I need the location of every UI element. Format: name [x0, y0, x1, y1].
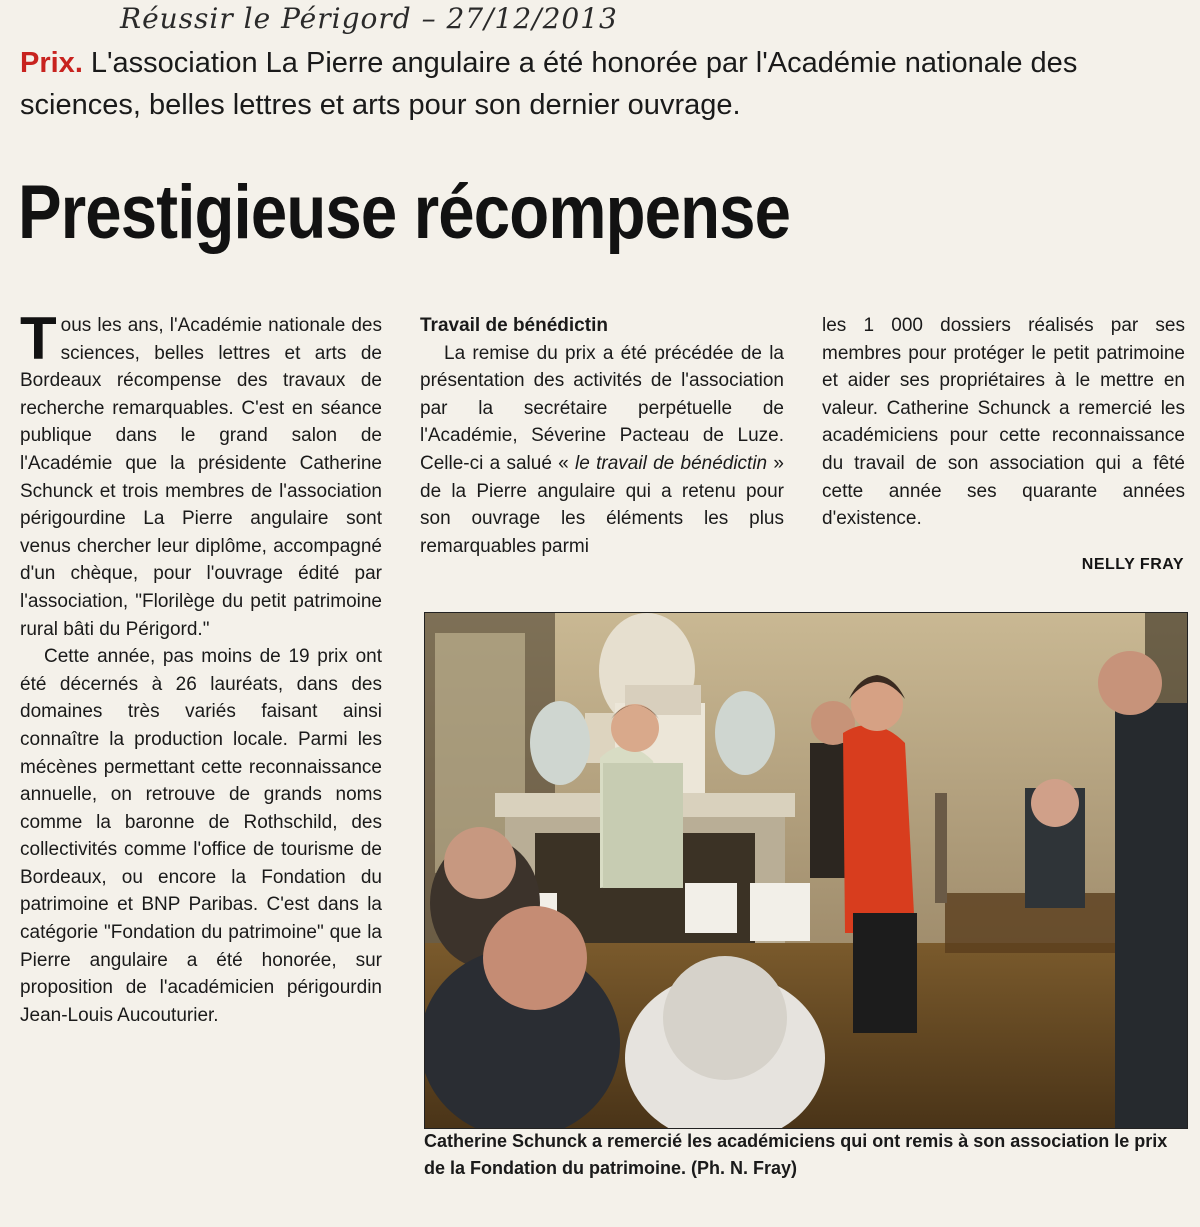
- column2-paragraph-1: [420, 340, 784, 561]
- article-column-1: [20, 305, 382, 1029]
- photo-caption: Catherine Schunck a remercié les académiciens qui ont remis à son association le prix de la Fondation du patrimoine. (Ph. N. Fray): [424, 1131, 1168, 1178]
- photo-illustration: [425, 613, 1187, 1128]
- article-column-3: [822, 312, 1185, 533]
- column3-paragraph-1: les 1 000 dossiers réalisés par ses membres pour protéger le petit patrimoine et aider ses propriétaires à le mettre en valeur. Catherine Schunck a remercié les académiciens pour cette reconnaissance du travail de son association qui a fêté cette année ses quarante années d'existence.: [822, 315, 1185, 530]
- headline: Prestigieuse récompense: [18, 170, 791, 255]
- kicker-label: Prix.: [20, 47, 83, 79]
- handwritten-source-note: Réussir le Périgord – 27/12/2013: [120, 2, 618, 35]
- article-column-2: [420, 312, 784, 560]
- column2-quote: le travail de bénédictin: [575, 452, 768, 474]
- kicker: [20, 42, 1185, 126]
- column1-paragraph-2: Cette année, pas moins de 19 prix ont été décernés à 26 lauréats, dans des domaines très variés faisant ainsi connaître la production locale. Parmi les mécènes permettant cette reconnaissance annuelle, on retrouve de grands noms comme la baronne de Rothschild, des collectivités comme l'office de tourisme de Bordeaux, ou encore la Fondation du patrimoine et BNP Paribas. C'est dans la catégorie "Fondation du patrimoine" que la Pierre angulaire a été honorée, sur proposition de l'académicien périgourdin Jean-Louis Aucouturier.: [20, 646, 382, 1026]
- column1-paragraph-1: [20, 305, 382, 643]
- article-photo: [424, 612, 1188, 1129]
- byline: NELLY FRAY: [1081, 556, 1184, 573]
- column1-paragraph-1-text: ous les ans, l'Académie nationale des sciences, belles lettres et arts de Bordeaux récompense des travaux de recherche remarquables. C'est en séance publique dans le grand salon de l'Académie que la présidente Catherine Schunck et trois membres de l'association périgourdine La Pierre angulaire sont venus chercher leur diplôme, accompagné d'un chèque, pour l'ouvrage édité par l'association, "Florilège du petit patrimoine rural bâti du Périgord.": [20, 315, 382, 640]
- subheading: Travail de bénédictin: [420, 315, 608, 336]
- dropcap: T: [20, 305, 57, 372]
- column2-text-start: La remise du prix a été précédée de la présentation des activités de l'association par la secrétaire perpétuelle de l'Académie, Séverine Pacteau de Luze. Celle-ci a salué «: [420, 342, 784, 474]
- column2-text-end: » de la Pierre angulaire qui a retenu pour son ouvrage les éléments les plus remarquables parmi: [420, 452, 784, 557]
- kicker-text: L'association La Pierre angulaire a été honorée par l'Académie nationale des sciences, belles lettres et arts pour son dernier ouvrage.: [20, 47, 1078, 121]
